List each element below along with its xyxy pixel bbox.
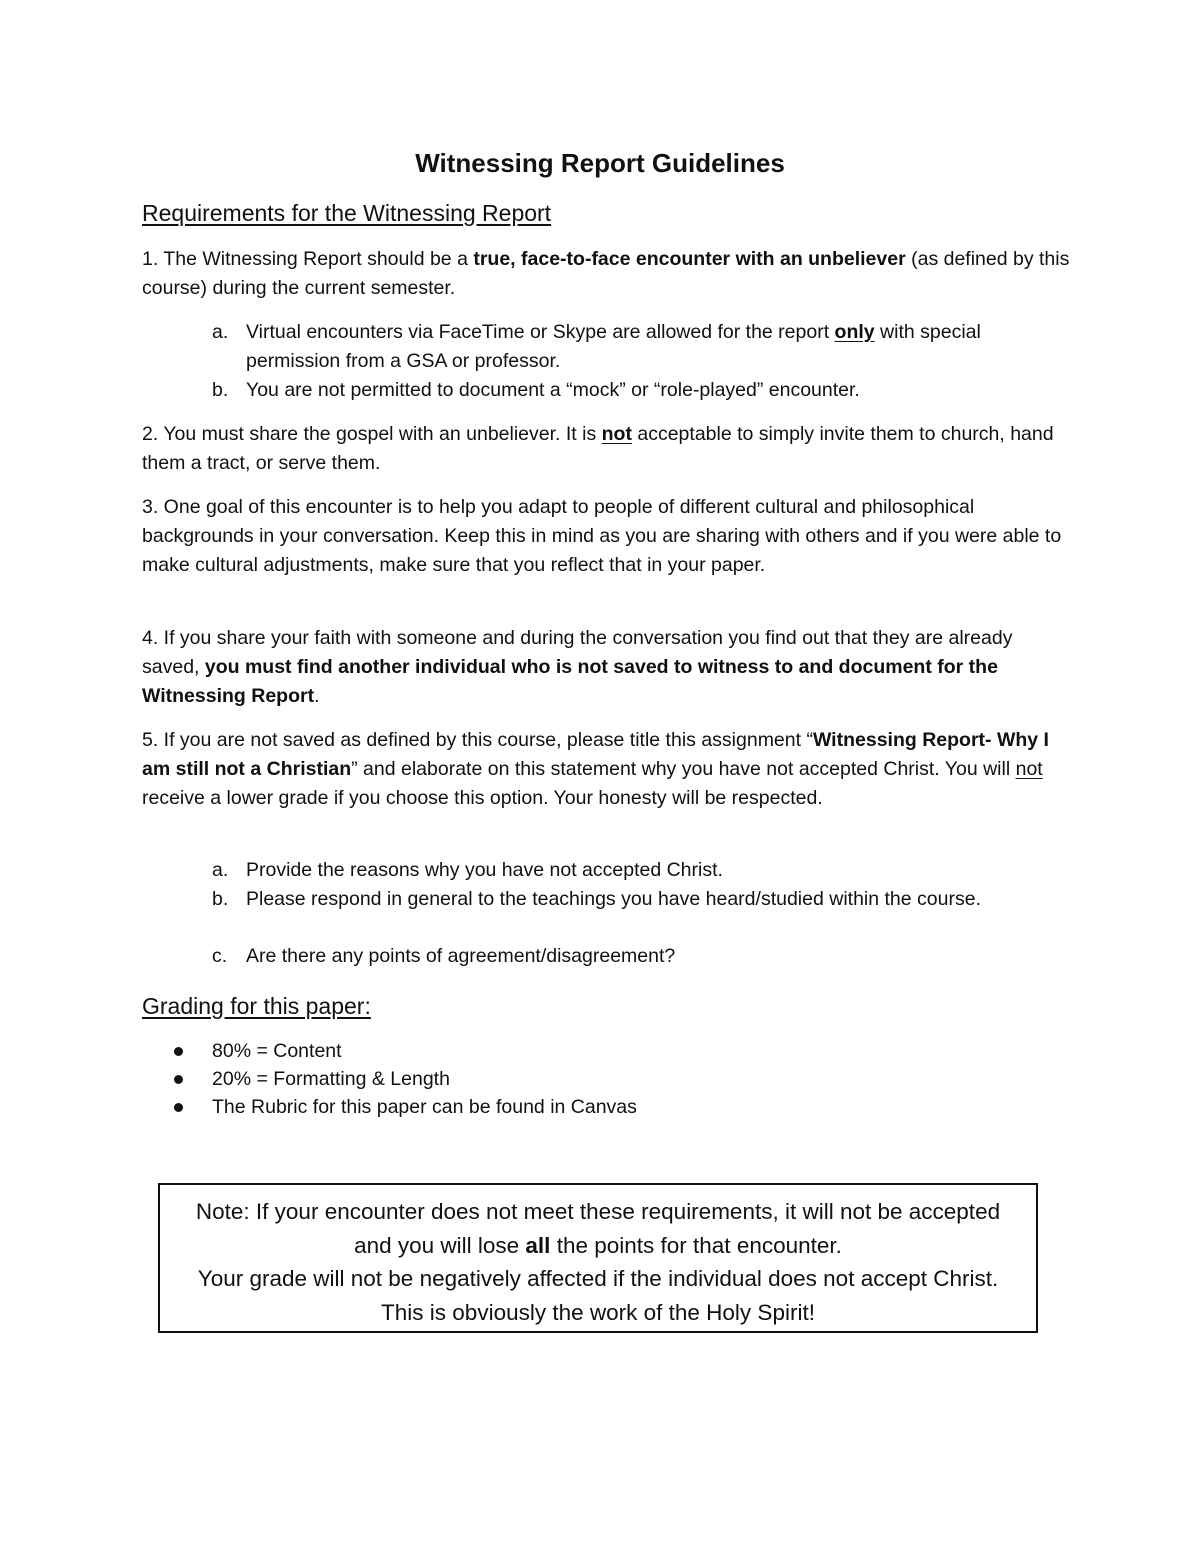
text-run: Note: If your encounter does not meet these requirements, it will not be accepted and you will lose: [195, 1199, 1001, 1258]
text-run: with special permission from a GSA or professor.: [246, 321, 981, 372]
bullet-dot: [174, 1103, 183, 1112]
list-item-text: Please respond in general to the teachings you have heard/studied within the course.: [246, 888, 981, 910]
note-line-2: Your grade will not be negatively affected if the individual does not accept Christ. This is obviously the work of the Holy Spirit!: [197, 1266, 999, 1325]
requirement-item-4: [142, 624, 1072, 711]
note-box: [158, 1183, 1038, 1333]
text-run: receive a lower grade if you choose this option. Your honesty will be respected.: [142, 787, 823, 809]
requirement-5-sub-a: [212, 856, 1072, 885]
text-run: acceptable to simply invite them to church, hand them a tract, or serve them.: [142, 423, 1054, 474]
text-run: Virtual encounters via FaceTime or Skype are allowed for the report: [246, 321, 835, 343]
requirement-1-sub-b: [212, 376, 1072, 405]
list-letter: a.: [212, 321, 229, 343]
bullet-text: 80% = Content: [212, 1040, 342, 1062]
grading-bullet: [172, 1093, 1052, 1121]
requirement-item-3: 3. One goal of this encounter is to help you adapt to people of different cultural and philosophical backgrounds in your conversation. Keep this in mind as you are sharing with others and if you were able to make cultural adjustments, make sure that you reflect that in your paper.: [142, 496, 1062, 576]
list-letter: a.: [212, 859, 229, 881]
emphasis-text: not: [601, 423, 632, 445]
emphasis-text: only: [834, 321, 875, 343]
grading-heading: Grading for this paper:: [142, 993, 371, 1019]
text-run: 1. The Witnessing Report should be a: [142, 248, 474, 270]
document-title: Witnessing Report Guidelines: [415, 148, 785, 178]
list-letter: c.: [212, 945, 228, 967]
list-item-text: Provide the reasons why you have not accepted Christ.: [246, 859, 723, 881]
requirements-heading: Requirements for the Witnessing Report: [142, 200, 552, 226]
text-run: .: [314, 685, 320, 707]
bullet-dot: [174, 1047, 183, 1056]
list-letter: b.: [212, 888, 229, 910]
requirement-item-2: [142, 420, 1072, 478]
bold-text: true, face-to-face encounter with an unbeliever: [473, 248, 906, 270]
requirement-5-sub-b: [212, 885, 1072, 914]
text-run: 4. If you share your faith with someone and during the conversation you find out that they are already saved,: [142, 627, 1013, 678]
text-run: ” and elaborate on this statement why you have not accepted Christ. You will: [351, 758, 1016, 780]
bold-text: Witnessing Report- Why I am still not a Christian: [142, 729, 1049, 780]
list-item-text: [246, 318, 1072, 376]
text-run: the points for that encounter.: [550, 1232, 842, 1258]
list-item-text: Are there any points of agreement/disagreement?: [246, 945, 676, 967]
requirement-item-5: [142, 726, 1072, 813]
note-line-1: [180, 1195, 1016, 1262]
requirement-5-sub-c: [212, 942, 1072, 971]
text-run: 2. You must share the gospel with an unbeliever. It is: [142, 423, 602, 445]
requirement-item-1: [142, 245, 1072, 303]
bullet-text: 20% = Formatting & Length: [212, 1068, 450, 1090]
list-letter: b.: [212, 379, 229, 401]
underlined-text: not: [1015, 758, 1043, 780]
grading-bullet: [172, 1065, 1052, 1093]
bullet-text: The Rubric for this paper can be found in Canvas: [212, 1096, 637, 1118]
grading-bullet: [172, 1037, 1052, 1065]
bold-text: you must find another individual who is not saved to witness to and document for the Witnessing Report: [142, 656, 998, 707]
bullet-dot: [174, 1075, 183, 1084]
text-run: 5. If you are not saved as defined by this course, please title this assignment “: [142, 729, 813, 751]
bold-text: all: [525, 1232, 551, 1258]
requirement-1-sub-a: [212, 318, 1072, 376]
text-run: (as defined by this course) during the current semester.: [142, 248, 1070, 299]
list-item-text: You are not permitted to document a “mock” or “role-played” encounter.: [246, 379, 860, 401]
